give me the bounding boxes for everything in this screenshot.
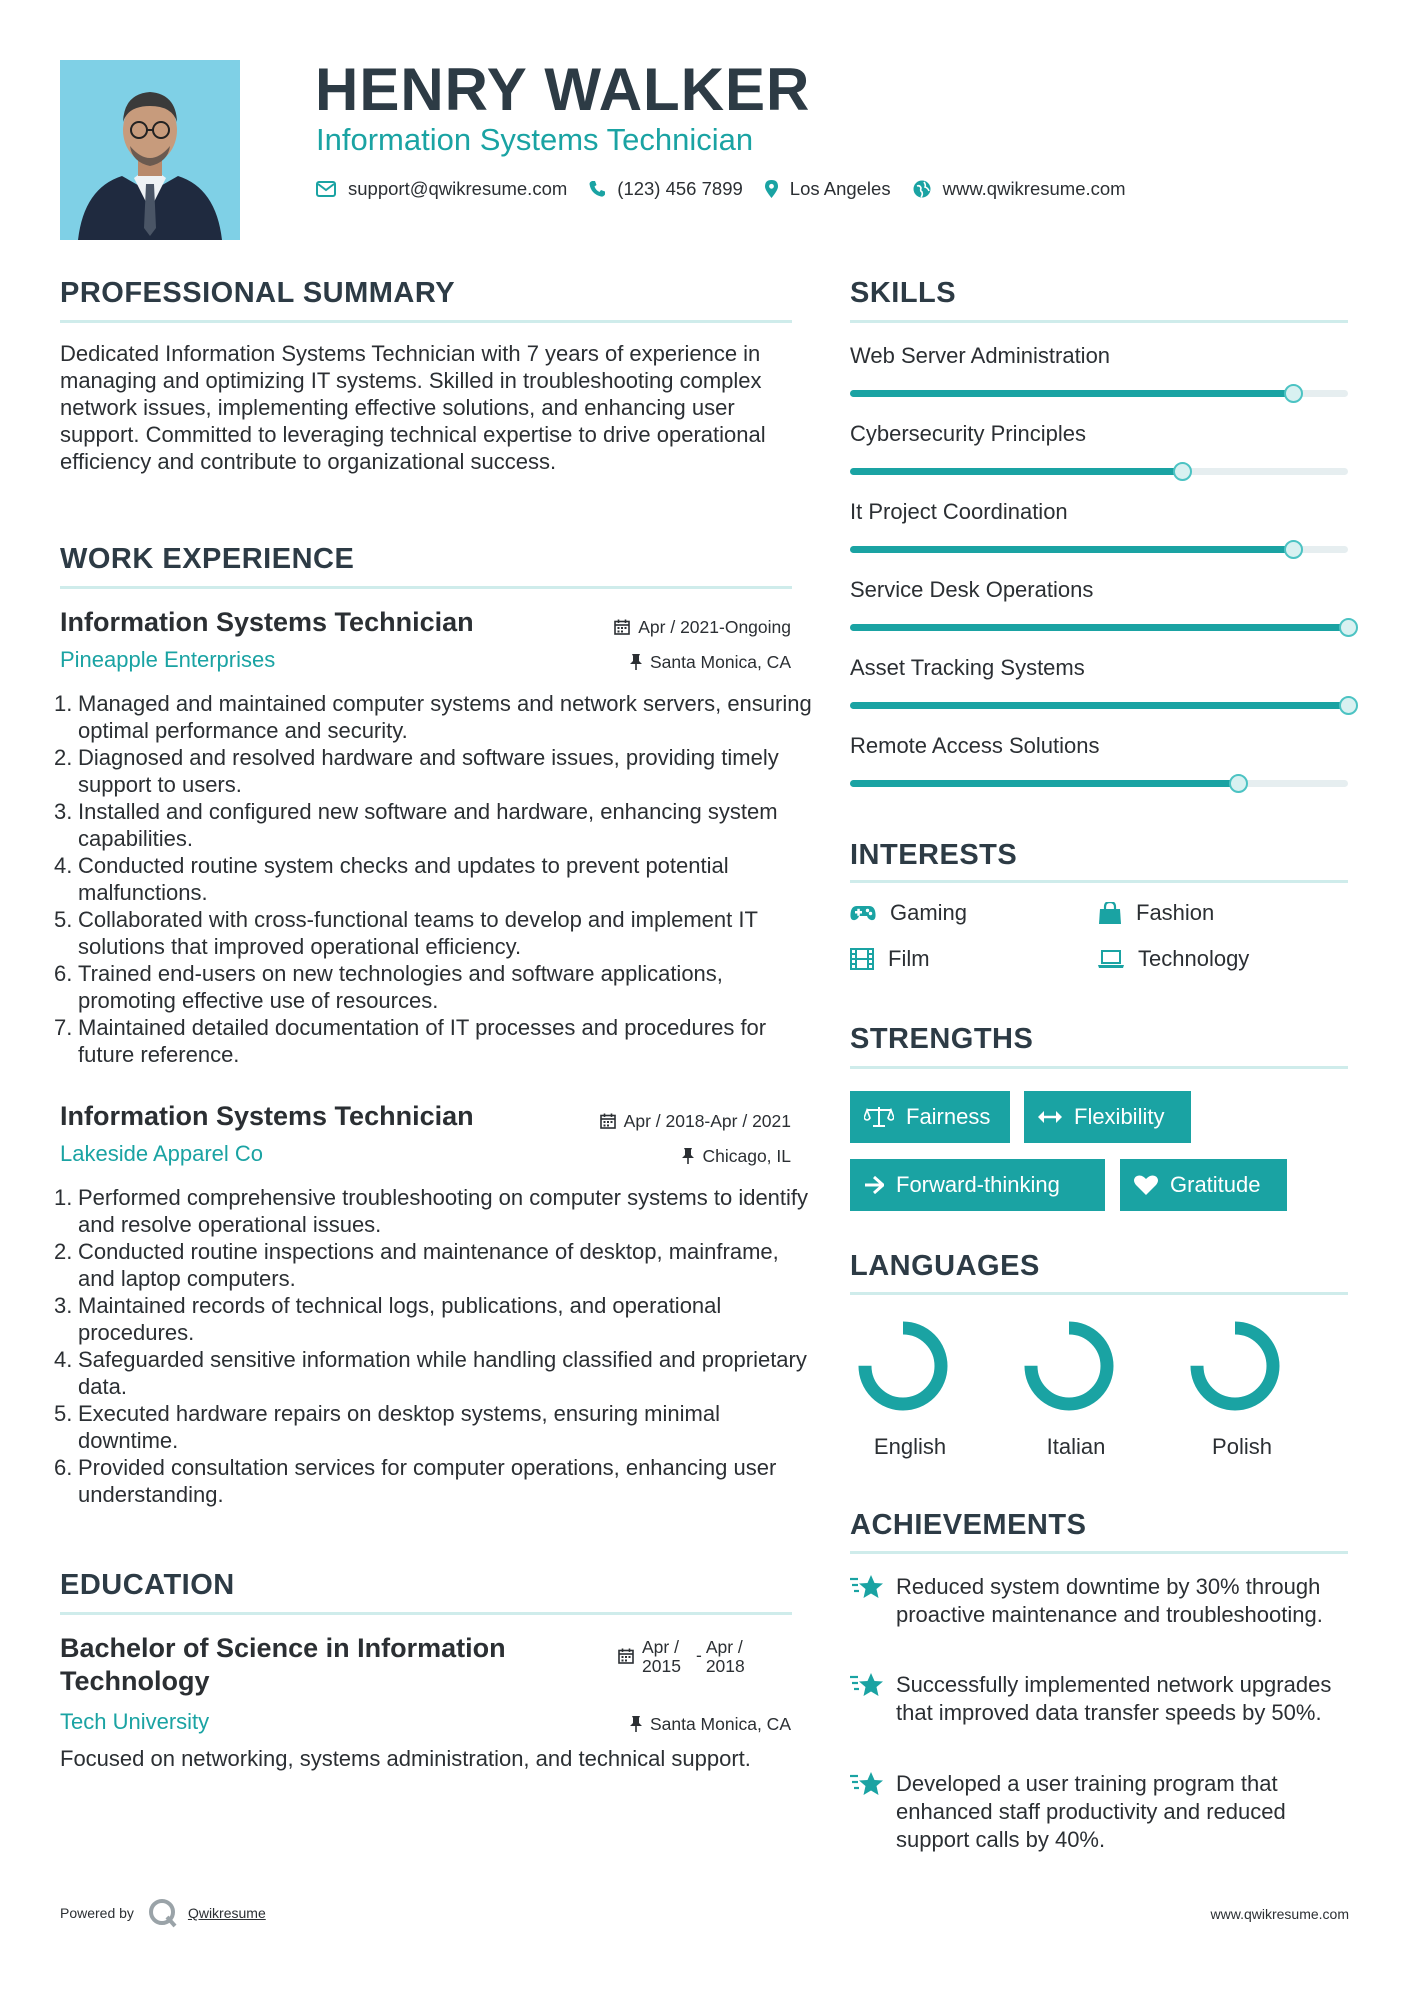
- map-pin-icon: [765, 180, 778, 198]
- list-item: 3. Installed and configured new software and hardware, enhancing system capabilities.: [54, 799, 778, 851]
- summary-divider: [60, 320, 792, 323]
- skill-bar-knob: [1284, 540, 1303, 559]
- strength-tag: [850, 1091, 1010, 1143]
- language-ring-arc: [865, 1328, 941, 1404]
- candidate-name: HENRY WALKER: [315, 56, 811, 123]
- education-dates: [618, 1638, 756, 1676]
- skill-label: Remote Access Solutions: [850, 733, 1100, 758]
- education-end: Apr / 2018: [705, 1637, 745, 1676]
- footer-powered-by: [60, 1898, 266, 1928]
- pushpin-icon: [682, 1148, 694, 1164]
- achievement-text: Reduced system downtime by 30% through proactive maintenance and troubleshooting.: [896, 1574, 1323, 1627]
- summary-text: Dedicated Information Systems Technician with 7 years of experience in managing and optimizing IT systems. Skilled in troubleshooting complex network issues, implementing effective solutions, and enhancing user support. Committed to leveraging technical expertise to drive operational efficiency and contribute to organizational success.: [60, 341, 766, 474]
- summary-heading: PROFESSIONAL SUMMARY: [60, 277, 456, 309]
- interest-label: Technology: [1138, 946, 1250, 971]
- job-1-title: Information Systems Technician: [60, 607, 474, 637]
- list-item: 1. Managed and maintained computer systems and network servers, ensuring optimal performance and security.: [54, 691, 812, 743]
- skills-heading: SKILLS: [850, 277, 957, 309]
- pushpin-icon: [630, 1716, 642, 1732]
- skill-bar-knob: [1339, 696, 1358, 715]
- strengths-divider: [850, 1066, 1348, 1069]
- phone-icon: [589, 180, 605, 198]
- contact-location: [765, 178, 891, 200]
- job-2-dates: [600, 1110, 791, 1132]
- list-item: 1. Performed comprehensive troubleshooting on computer systems to identify and resolve operational issues.: [54, 1185, 809, 1237]
- job-2-location-text: Chicago, IL: [702, 1146, 791, 1166]
- job-1-company: Pineapple Enterprises: [60, 647, 276, 672]
- skill-bar: [850, 468, 1348, 475]
- list-item: 4. Safeguarded sensitive information while handling classified and proprietary data.: [54, 1347, 807, 1399]
- skill-label: Cybersecurity Principles: [850, 421, 1086, 446]
- strength-label: Gratitude: [1170, 1172, 1261, 1197]
- phone-text: (123) 456 7899: [617, 178, 743, 199]
- skill-bar-fill: [850, 468, 1182, 475]
- list-item: 5. Collaborated with cross-functional teams to develop and implement IT solutions that improved operational efficiency.: [54, 907, 758, 959]
- interest-label: Film: [888, 946, 930, 971]
- language-ring: [853, 1316, 953, 1416]
- language-name: Italian: [1046, 1434, 1106, 1459]
- interest-item: [1098, 900, 1214, 926]
- website-text: www.qwikresume.com: [942, 178, 1126, 199]
- language-ring: [1019, 1316, 1119, 1416]
- skill-bar: [850, 702, 1348, 709]
- language-name: Polish: [1212, 1434, 1272, 1459]
- achievement-text: Developed a user training program that enhanced staff productivity and reduced support calls by 40%.: [896, 1771, 1286, 1852]
- calendar-icon: [618, 1648, 634, 1664]
- contact-phone[interactable]: [589, 178, 743, 200]
- job-2-bullets: [54, 1184, 820, 1508]
- heart-icon: [1134, 1175, 1158, 1195]
- interests-divider: [850, 880, 1348, 883]
- profile-photo: [60, 60, 240, 240]
- skill-bar-knob: [1229, 774, 1248, 793]
- job-1-location: [630, 651, 791, 673]
- contact-website[interactable]: [913, 178, 1126, 200]
- achievements-divider: [850, 1551, 1348, 1554]
- education-start: Apr / 2015: [642, 1637, 681, 1676]
- skill-bar: [850, 546, 1348, 553]
- footer-url[interactable]: www.qwikresume.com: [1210, 1906, 1349, 1922]
- skill-bar: [850, 390, 1348, 397]
- star-icon: [850, 1671, 884, 1699]
- skill-label: Asset Tracking Systems: [850, 655, 1085, 680]
- experience-divider: [60, 586, 792, 589]
- list-item: 6. Trained end-users on new technologies and software applications, promoting effective use of resources.: [54, 961, 723, 1013]
- job-1-dates-text: Apr / 2021-Ongoing: [638, 617, 791, 637]
- strength-tag: [1024, 1091, 1191, 1143]
- skill-bar-fill: [850, 390, 1293, 397]
- languages-heading: LANGUAGES: [850, 1250, 1040, 1282]
- job-2-company: Lakeside Apparel Co: [60, 1141, 264, 1166]
- gamepad-icon: [850, 904, 876, 922]
- job-2-location: [682, 1145, 791, 1167]
- globe-icon: [913, 180, 931, 198]
- skill-bar-knob: [1339, 618, 1358, 637]
- arrow-right-icon: [864, 1176, 884, 1194]
- list-item: 7. Maintained detailed documentation of IT processes and procedures for future reference.: [54, 1015, 767, 1067]
- language-ring: [1185, 1316, 1285, 1416]
- education-degree: Bachelor of Science in Information Technology: [60, 1633, 506, 1696]
- job-2-title: Information Systems Technician: [60, 1101, 474, 1131]
- location-text: Los Angeles: [789, 178, 891, 199]
- calendar-icon: [600, 1113, 616, 1129]
- job-1-dates: [614, 616, 791, 638]
- list-item: 2. Diagnosed and resolved hardware and software issues, providing timely support to users.: [54, 745, 779, 797]
- strength-label: Fairness: [906, 1104, 991, 1129]
- contact-email[interactable]: [316, 178, 567, 200]
- balance-scale-icon: [864, 1106, 894, 1128]
- date-separator: -: [696, 1645, 702, 1665]
- job-1-location-text: Santa Monica, CA: [649, 652, 791, 672]
- list-item: 5. Executed hardware repairs on desktop systems, ensuring minimal downtime.: [54, 1401, 720, 1453]
- envelope-icon: [316, 181, 336, 197]
- list-item: 4. Conducted routine system checks and updates to prevent potential malfunctions.: [54, 853, 729, 905]
- skill-bar-fill: [850, 546, 1293, 553]
- laptop-icon: [1098, 950, 1124, 968]
- email-text: support@qwikresume.com: [348, 178, 568, 199]
- strength-label: Forward-thinking: [896, 1172, 1060, 1197]
- interests-heading: INTERESTS: [850, 839, 1018, 871]
- strengths-heading: STRENGTHS: [850, 1023, 1034, 1055]
- arrows-horizontal-icon: [1038, 1111, 1062, 1123]
- skill-bar: [850, 780, 1348, 787]
- skill-label: Service Desk Operations: [850, 577, 1094, 602]
- candidate-title: Information Systems Technician: [316, 122, 754, 157]
- skills-divider: [850, 320, 1348, 323]
- language-name: English: [873, 1434, 947, 1459]
- job-1-bullets: [54, 690, 820, 1068]
- education-heading: EDUCATION: [60, 1569, 235, 1601]
- qwikresume-logo-icon: [148, 1898, 178, 1928]
- skill-bar-fill: [850, 702, 1348, 709]
- education-divider: [60, 1612, 792, 1615]
- pushpin-icon: [630, 654, 642, 670]
- interest-item: [850, 900, 967, 926]
- language-ring-arc: [1197, 1328, 1273, 1404]
- achievement-text: Successfully implemented network upgrades that improved data transfer speeds by 50%.: [896, 1672, 1332, 1725]
- achievement-item: [850, 1770, 1350, 1854]
- star-icon: [850, 1770, 884, 1798]
- star-icon: [850, 1573, 884, 1601]
- interest-label: Gaming: [890, 900, 968, 925]
- skill-bar-fill: [850, 624, 1348, 631]
- education-description: Focused on networking, systems administration, and technical support.: [60, 1746, 751, 1771]
- interest-item: [850, 946, 930, 972]
- achievement-item: [850, 1573, 1350, 1629]
- list-item: 2. Conducted routine inspections and maintenance of desktop, mainframe, and laptop computers.: [54, 1239, 779, 1291]
- shopping-bag-icon: [1098, 902, 1122, 924]
- film-icon: [850, 948, 874, 970]
- skill-bar: [850, 624, 1348, 631]
- education-location-text: Santa Monica, CA: [649, 1714, 791, 1734]
- achievement-item: [850, 1671, 1350, 1727]
- interest-item: [1098, 946, 1249, 972]
- strength-tag: [1120, 1159, 1287, 1211]
- education-location: [630, 1713, 791, 1735]
- brand-link[interactable]: Qwikresume: [187, 1905, 266, 1921]
- skill-bar-fill: [850, 780, 1238, 787]
- achievements-heading: ACHIEVEMENTS: [850, 1509, 1087, 1541]
- skill-label: Web Server Administration: [850, 343, 1111, 368]
- languages-divider: [850, 1292, 1348, 1295]
- education-school: Tech University: [60, 1709, 210, 1734]
- language-ring-arc: [1031, 1328, 1107, 1404]
- calendar-icon: [614, 619, 630, 635]
- skill-bar-knob: [1284, 384, 1303, 403]
- skill-label: It Project Coordination: [850, 499, 1068, 524]
- job-2-dates-text: Apr / 2018-Apr / 2021: [623, 1111, 791, 1131]
- skill-bar-knob: [1173, 462, 1192, 481]
- strength-tag: [850, 1159, 1105, 1211]
- interest-label: Fashion: [1136, 900, 1215, 925]
- contact-bar: [316, 178, 1148, 200]
- list-item: 3. Maintained records of technical logs, publications, and operational procedures.: [54, 1293, 722, 1345]
- experience-heading: WORK EXPERIENCE: [60, 543, 355, 575]
- strength-label: Flexibility: [1074, 1104, 1165, 1129]
- powered-by-text: Powered by: [60, 1905, 134, 1921]
- list-item: 6. Provided consultation services for computer operations, enhancing user understanding.: [54, 1455, 777, 1507]
